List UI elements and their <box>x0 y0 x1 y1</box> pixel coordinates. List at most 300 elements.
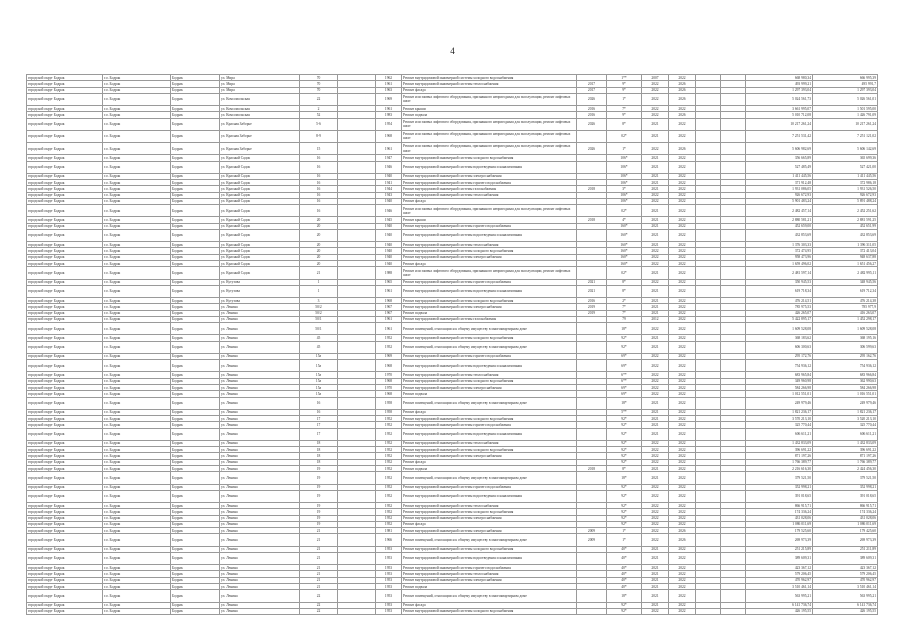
cell-building <box>338 490 376 502</box>
cell-year: 1953 <box>376 602 402 608</box>
cell-work-type: Ремонт фасада <box>402 87 577 93</box>
cell-year: 1940 <box>376 223 402 229</box>
cell-building <box>338 323 376 335</box>
cell-last-repair-year <box>577 397 607 409</box>
cell-cost-planned: 1 432 833,09 <box>813 440 878 446</box>
cell-wear: 9* <box>607 112 642 118</box>
cell-cost-total: 3 661 995,07 <box>746 106 813 112</box>
cell-street: ул. Красный Садок <box>220 242 300 248</box>
cell-district: г.о. Бодрак <box>103 577 171 583</box>
cell-wear: 92* <box>607 484 642 490</box>
cell-district: г.о. Бодрак <box>103 130 171 142</box>
cell-street: ул. Ленина <box>220 316 300 322</box>
cell-col-13 <box>696 590 721 602</box>
cell-wear: 1* <box>607 534 642 546</box>
cell-plan-end: 2022 <box>669 509 696 515</box>
cell-locality: Бодрак <box>171 602 220 608</box>
cell-wear: 92* <box>607 515 642 521</box>
cell-year: 1953 <box>376 552 402 564</box>
cell-year: 1941 <box>376 180 402 186</box>
cell-street: ул. Ленина <box>220 521 300 527</box>
cell-wear: 160* <box>607 261 642 267</box>
cell-work-type: Ремонт внутридомовой инженерной системы холодного водоснабжения <box>402 546 577 552</box>
cell-municipality: городской округ Бодрак <box>27 316 103 322</box>
cell-locality: Бодрак <box>171 93 220 105</box>
cell-building <box>338 285 376 297</box>
cell-street: ул. Ленина <box>220 323 300 335</box>
table-row <box>27 552 878 564</box>
cell-district: г.о. Бодрак <box>103 528 171 534</box>
cell-cost-planned: 619 712,34 <box>813 285 878 297</box>
cell-cost-planned: 325 770,44 <box>813 422 878 428</box>
cell-street: ул. Ленина <box>220 428 300 440</box>
cell-col-13 <box>696 428 721 440</box>
cell-wear: 40* <box>607 546 642 552</box>
cell-year: 1953 <box>376 590 402 602</box>
cell-street: ул. Ленина <box>220 509 300 515</box>
cell-district: г.о. Бодрак <box>103 75 171 81</box>
cell-municipality: городской округ Бодрак <box>27 502 103 508</box>
cell-district: г.о. Бодрак <box>103 484 171 490</box>
cell-cost-total: 174 336,24 <box>746 509 813 515</box>
cell-municipality: городской округ Бодрак <box>27 87 103 93</box>
cell-cost-total: 1 376 303,33 <box>746 242 813 248</box>
cell-plan-start: 2007 <box>642 75 669 81</box>
cell-col-14 <box>721 161 746 173</box>
cell-work-type: Ремонт фасада <box>402 521 577 527</box>
cell-cost-planned: 416 263,07 <box>813 310 878 316</box>
cell-house: 21 <box>300 584 338 590</box>
cell-house: 19 <box>300 515 338 521</box>
cell-cost-total: 5 024 561,73 <box>746 93 813 105</box>
cell-cost-total: 7 251 531,42 <box>746 130 813 142</box>
cell-street: ул. Ленина <box>220 422 300 428</box>
cell-year: 1940 <box>376 242 402 248</box>
cell-col-14 <box>721 360 746 372</box>
cell-work-type: Ремонт крыши <box>402 217 577 223</box>
cell-plan-start: 2021 <box>642 186 669 192</box>
cell-plan-end: 2022 <box>669 360 696 372</box>
cell-last-repair-year <box>577 229 607 241</box>
cell-wear: 1* <box>607 93 642 105</box>
cell-locality: Бодрак <box>171 261 220 267</box>
cell-plan-start: 2021 <box>642 304 669 310</box>
cell-street: ул. Ленина <box>220 515 300 521</box>
cell-house: 3 <box>300 298 338 304</box>
cell-house: 8-9 <box>300 130 338 142</box>
cell-col-14 <box>721 341 746 353</box>
cell-house: 18 <box>300 447 338 453</box>
cell-plan-start: 2022 <box>642 192 669 198</box>
cell-street: ул. Мира <box>220 75 300 81</box>
cell-plan-end: 2022 <box>669 217 696 223</box>
cell-last-repair-year: 2016 <box>577 106 607 112</box>
cell-house: 70 <box>300 87 338 93</box>
cell-year: 1968 <box>376 298 402 304</box>
cell-cost-total: 1 821 236,17 <box>746 409 813 415</box>
cell-cost-planned: 1 821 236,17 <box>813 409 878 415</box>
cell-district: г.о. Бодрак <box>103 534 171 546</box>
cell-district: г.о. Бодрак <box>103 186 171 192</box>
cell-plan-end: 2022 <box>669 422 696 428</box>
cell-year: 1952 <box>376 440 402 446</box>
cell-plan-end: 2022 <box>669 571 696 577</box>
cell-municipality: городской округ Бодрак <box>27 571 103 577</box>
cell-wear: 106* <box>607 161 642 173</box>
cell-wear: 160* <box>607 254 642 260</box>
table-row <box>27 590 878 602</box>
cell-house: 1 <box>300 285 338 297</box>
cell-street: ул. Ленина <box>220 584 300 590</box>
cell-district: г.о. Бодрак <box>103 453 171 459</box>
cell-locality: Бодрак <box>171 155 220 161</box>
cell-wear: 92* <box>607 502 642 508</box>
cell-plan-end: 2022 <box>669 267 696 279</box>
cell-plan-start: 2022 <box>642 248 669 254</box>
cell-plan-end: 2022 <box>669 546 696 552</box>
cell-year: 1958 <box>376 397 402 409</box>
cell-plan-end: 2022 <box>669 261 696 267</box>
cell-work-type: Ремонт внутридомовой инженерной системы электроснабжения <box>402 453 577 459</box>
cell-house: 16 <box>300 397 338 409</box>
cell-municipality: городской округ Бодрак <box>27 186 103 192</box>
cell-last-repair-year <box>577 360 607 372</box>
cell-plan-start: 2022 <box>642 608 669 614</box>
cell-work-type: Ремонт внутридомовой инженерной системы холодного водоснабжения <box>402 248 577 254</box>
cell-wear: 92* <box>607 459 642 465</box>
cell-municipality: городской округ Бодрак <box>27 298 103 304</box>
cell-cost-planned: 1 931 526,50 <box>813 186 878 192</box>
cell-year: 1947 <box>376 155 402 161</box>
cell-locality: Бодрак <box>171 267 220 279</box>
cell-locality: Бодрак <box>171 459 220 465</box>
table-row <box>27 130 878 142</box>
cell-street: ул. Ленина <box>220 484 300 490</box>
cell-cost-total: 1 411 445,56 <box>746 173 813 179</box>
cell-district: г.о. Бодрак <box>103 552 171 564</box>
cell-district: г.о. Бодрак <box>103 279 171 285</box>
cell-municipality: городской округ Бодрак <box>27 353 103 359</box>
cell-street: ул. Красная Заборье <box>220 118 300 130</box>
cell-plan-start: 2021 <box>642 428 669 440</box>
cell-year: 1961 <box>376 143 402 155</box>
cell-locality: Бодрак <box>171 118 220 130</box>
cell-work-type: Ремонт или замена лифтового оборудования, признанного непригодным для эксплуатации, ремонт лифтовых шахт <box>402 130 577 142</box>
cell-locality: Бодрак <box>171 453 220 459</box>
cell-year: 1966 <box>376 534 402 546</box>
cell-municipality: городской округ Бодрак <box>27 552 103 564</box>
cell-work-type: Ремонт помещений, относящихся к общему имуществу в многоквартирном доме <box>402 341 577 353</box>
cell-district: г.о. Бодрак <box>103 298 171 304</box>
table-row <box>27 93 878 105</box>
cell-locality: Бодрак <box>171 81 220 87</box>
cell-building <box>338 93 376 105</box>
cell-locality: Бодрак <box>171 112 220 118</box>
cell-locality: Бодрак <box>171 416 220 422</box>
cell-locality: Бодрак <box>171 223 220 229</box>
cell-plan-end: 2022 <box>669 248 696 254</box>
cell-plan-end: 2022 <box>669 242 696 248</box>
cell-cost-planned: 391 018,65 <box>813 490 878 502</box>
cell-cost-planned: 926 672,93 <box>813 192 878 198</box>
cell-work-type: Ремонт внутридомовой инженерной системы холодного водоснабжения <box>402 447 577 453</box>
cell-plan-start: 2022 <box>642 106 669 112</box>
cell-district: г.о. Бодрак <box>103 490 171 502</box>
cell-plan-start: 2021 <box>642 118 669 130</box>
cell-work-type: Ремонт подвала <box>402 466 577 472</box>
cell-district: г.о. Бодрак <box>103 590 171 602</box>
cell-work-type: Ремонт или замена лифтового оборудования, признанного непригодным для эксплуатации, ремонт лифтовых шахт <box>402 205 577 217</box>
cell-plan-end: 2022 <box>669 584 696 590</box>
cell-municipality: городской округ Бодрак <box>27 577 103 583</box>
cell-street: ул. Комсомольская <box>220 112 300 118</box>
cell-wear: 69* <box>607 360 642 372</box>
cell-municipality: городской округ Бодрак <box>27 161 103 173</box>
cell-work-type: Ремонт подвала <box>402 584 577 590</box>
cell-last-repair-year: 2021 <box>577 279 607 285</box>
cell-house: 20 <box>300 261 338 267</box>
cell-locality: Бодрак <box>171 428 220 440</box>
cell-last-repair-year: 2026 <box>577 93 607 105</box>
cell-year: 1952 <box>376 466 402 472</box>
cell-cost-planned: 269 973,39 <box>813 534 878 546</box>
cell-plan-end: 2022 <box>669 310 696 316</box>
cell-house: 20 <box>300 242 338 248</box>
cell-plan-start: 2022 <box>642 323 669 335</box>
cell-plan-start: 2022 <box>642 384 669 390</box>
cell-year: 1961 <box>376 323 402 335</box>
cell-building <box>338 552 376 564</box>
cell-district: г.о. Бодрак <box>103 472 171 484</box>
cell-plan-end: 2022 <box>669 323 696 335</box>
cell-plan-end: 2022 <box>669 502 696 508</box>
cell-cost-total: 426 195,55 <box>746 608 813 614</box>
cell-district: г.о. Бодрак <box>103 180 171 186</box>
cell-cost-total: 1 766 389,77 <box>746 459 813 465</box>
cell-wear: 02* <box>607 205 642 217</box>
cell-plan-start: 2022 <box>642 372 669 378</box>
cell-plan-end: 2022 <box>669 341 696 353</box>
cell-cost-planned: 432 853,69 <box>813 229 878 241</box>
cell-street: ул. Мира <box>220 87 300 93</box>
cell-cost-total: 563 995,21 <box>746 590 813 602</box>
cell-plan-end: 2022 <box>669 384 696 390</box>
cell-cost-total: 352 998,21 <box>746 484 813 490</box>
cell-district: г.о. Бодрак <box>103 285 171 297</box>
cell-plan-start: 2022 <box>642 353 669 359</box>
cell-house: 20 <box>300 254 338 260</box>
cell-wear: 106* <box>607 155 642 161</box>
cell-cost-planned: 584 266,98 <box>813 384 878 390</box>
table-row <box>27 490 878 502</box>
cell-locality: Бодрак <box>171 546 220 552</box>
cell-plan-end: 2026 <box>669 143 696 155</box>
cell-year: 1946 <box>376 205 402 217</box>
cell-cost-planned: 1 297 393,04 <box>813 87 878 93</box>
cell-cost-total: 3 570 213,10 <box>746 416 813 422</box>
cell-municipality: городской округ Бодрак <box>27 304 103 310</box>
cell-cost-total: 431 028,06 <box>746 515 813 521</box>
cell-plan-end: 2022 <box>669 316 696 322</box>
cell-wear: 1* <box>607 528 642 534</box>
cell-year: 1961 <box>376 316 402 322</box>
cell-work-type: Ремонт внутридомовой инженерной системы водоотведения и канализования <box>402 161 577 173</box>
cell-municipality: городской округ Бодрак <box>27 534 103 546</box>
cell-plan-end: 2022 <box>669 186 696 192</box>
cell-work-type: Ремонт внутридомовой инженерной системы газоснабжения <box>402 186 577 192</box>
cell-wear: 9* <box>607 81 642 87</box>
cell-work-type: Ремонт внутридомовой инженерной системы холодного водоснабжения <box>402 335 577 341</box>
cell-wear: 1** <box>607 75 642 81</box>
cell-municipality: городской округ Бодрак <box>27 515 103 521</box>
cell-street: ул. Ленина <box>220 459 300 465</box>
cell-cost-total: 389 609,31 <box>746 552 813 564</box>
cell-district: г.о. Бодрак <box>103 565 171 571</box>
cell-house: 17 <box>300 428 338 440</box>
cell-house: 20 <box>300 217 338 223</box>
cell-cost-total: 356 665,89 <box>746 155 813 161</box>
cell-wear: 69* <box>607 353 642 359</box>
cell-wear: 92* <box>607 341 642 353</box>
cell-work-type: Ремонт крыши <box>402 106 577 112</box>
cell-cost-total: 325 770,44 <box>746 422 813 428</box>
cell-house: 16 <box>300 198 338 204</box>
cell-cost-total: 1 086 011,69 <box>746 521 813 527</box>
cell-district: г.о. Бодрак <box>103 515 171 521</box>
cell-municipality: городской округ Бодрак <box>27 323 103 335</box>
cell-street: ул. Красный Садок <box>220 267 300 279</box>
cell-locality: Бодрак <box>171 490 220 502</box>
cell-work-type: Ремонт помещений, относящихся к общему имуществу в многоквартирном доме <box>402 590 577 602</box>
cell-street: ул. Ленина <box>220 397 300 409</box>
cell-building <box>338 397 376 409</box>
cell-plan-start: 2022 <box>642 378 669 384</box>
cell-street: ул. Красный Садок <box>220 155 300 161</box>
table-row <box>27 323 878 335</box>
cell-municipality: городской округ Бодрак <box>27 428 103 440</box>
cell-last-repair-year: 2009 <box>577 534 607 546</box>
cell-plan-end: 2022 <box>669 155 696 161</box>
cell-plan-start: 2021 <box>642 229 669 241</box>
cell-col-13 <box>696 267 721 279</box>
cell-locality: Бодрак <box>171 254 220 260</box>
cell-plan-start: 2021 <box>642 584 669 590</box>
cell-plan-start: 2021 <box>642 416 669 422</box>
cell-locality: Бодрак <box>171 143 220 155</box>
cell-last-repair-year: 2017 <box>577 87 607 93</box>
cell-wear: 02* <box>607 267 642 279</box>
table-row <box>27 397 878 409</box>
cell-last-repair-year <box>577 341 607 353</box>
cell-district: г.о. Бодрак <box>103 378 171 384</box>
cell-wear: 92* <box>607 422 642 428</box>
cell-plan-start: 2021 <box>642 472 669 484</box>
cell-municipality: городской округ Бодрак <box>27 155 103 161</box>
cell-cost-total: 470 962,97 <box>746 577 813 583</box>
cell-municipality: городской округ Бодрак <box>27 422 103 428</box>
cell-cost-planned: 1 086 011,69 <box>813 521 878 527</box>
cell-work-type: Ремонт внутридомовой инженерной системы горячего водоснабжения <box>402 180 577 186</box>
cell-plan-end: 2022 <box>669 223 696 229</box>
page-number: 4 <box>450 46 455 56</box>
cell-cost-total: 295 172,76 <box>746 353 813 359</box>
cell-locality: Бодрак <box>171 173 220 179</box>
cell-cost-planned: 579 206,45 <box>813 571 878 577</box>
cell-plan-start: 2021 <box>642 223 669 229</box>
cell-year: 1952 <box>376 472 402 484</box>
cell-col-14 <box>721 590 746 602</box>
cell-cost-total: 754 936,12 <box>746 360 813 372</box>
table-row <box>27 608 878 614</box>
cell-cost-planned: 2 482 995,11 <box>813 267 878 279</box>
cell-locality: Бодрак <box>171 130 220 142</box>
cell-year: 1970 <box>376 372 402 378</box>
cell-district: г.о. Бодрак <box>103 248 171 254</box>
cell-cost-total: 249 979,46 <box>746 397 813 409</box>
cell-street: ул. Красный Садок <box>220 254 300 260</box>
cell-col-14 <box>721 130 746 142</box>
cell-col-13 <box>696 118 721 130</box>
cell-year: 1968 <box>376 360 402 372</box>
cell-cost-total: 1 659 496,02 <box>746 261 813 267</box>
cell-district: г.о. Бодрак <box>103 372 171 378</box>
cell-street: ул. Ленина <box>220 590 300 602</box>
cell-cost-planned: 7 251 121,02 <box>813 130 878 142</box>
cell-municipality: городской округ Бодрак <box>27 490 103 502</box>
cell-col-14 <box>721 490 746 502</box>
cell-municipality: городской округ Бодрак <box>27 372 103 378</box>
cell-plan-end: 2022 <box>669 484 696 490</box>
cell-district: г.о. Бодрак <box>103 397 171 409</box>
cell-street: ул. Ленина <box>220 440 300 446</box>
cell-cost-planned: 2 424 456,30 <box>813 466 878 472</box>
cell-col-14 <box>721 229 746 241</box>
cell-district: г.о. Бодрак <box>103 323 171 335</box>
cell-street: ул. Ленина <box>220 466 300 472</box>
cell-district: г.о. Бодрак <box>103 106 171 112</box>
cell-last-repair-year <box>577 472 607 484</box>
cell-municipality: городской округ Бодрак <box>27 397 103 409</box>
cell-municipality: городской округ Бодрак <box>27 384 103 390</box>
cell-locality: Бодрак <box>171 180 220 186</box>
cell-street: ул. Ленина <box>220 577 300 583</box>
cell-district: г.о. Бодрак <box>103 173 171 179</box>
cell-municipality: городской округ Бодрак <box>27 409 103 415</box>
cell-plan-start: 2021 <box>642 546 669 552</box>
cell-wear: 2* <box>607 298 642 304</box>
cell-plan-start: 2022 <box>642 254 669 260</box>
cell-cost-total: 6 141 736,74 <box>746 602 813 608</box>
cell-street: ул. Красный Садок <box>220 186 300 192</box>
cell-year: 1962 <box>376 75 402 81</box>
cell-house: 19 <box>300 472 338 484</box>
cell-plan-end: 2022 <box>669 298 696 304</box>
cell-col-14 <box>721 205 746 217</box>
cell-plan-end: 2022 <box>669 565 696 571</box>
cell-year: 1944 <box>376 186 402 192</box>
cell-municipality: городской округ Бодрак <box>27 217 103 223</box>
cell-municipality: городской округ Бодрак <box>27 590 103 602</box>
cell-municipality: городской округ Бодрак <box>27 254 103 260</box>
cell-plan-start: 2022 <box>642 509 669 515</box>
cell-street: ул. Красный Садок <box>220 217 300 223</box>
cell-district: г.о. Бодрак <box>103 316 171 322</box>
cell-street: ул. Комсомольская <box>220 93 300 105</box>
cell-locality: Бодрак <box>171 502 220 508</box>
cell-house: 16 <box>300 180 338 186</box>
cell-street: ул. Ленина <box>220 608 300 614</box>
cell-wear: 92* <box>607 490 642 502</box>
